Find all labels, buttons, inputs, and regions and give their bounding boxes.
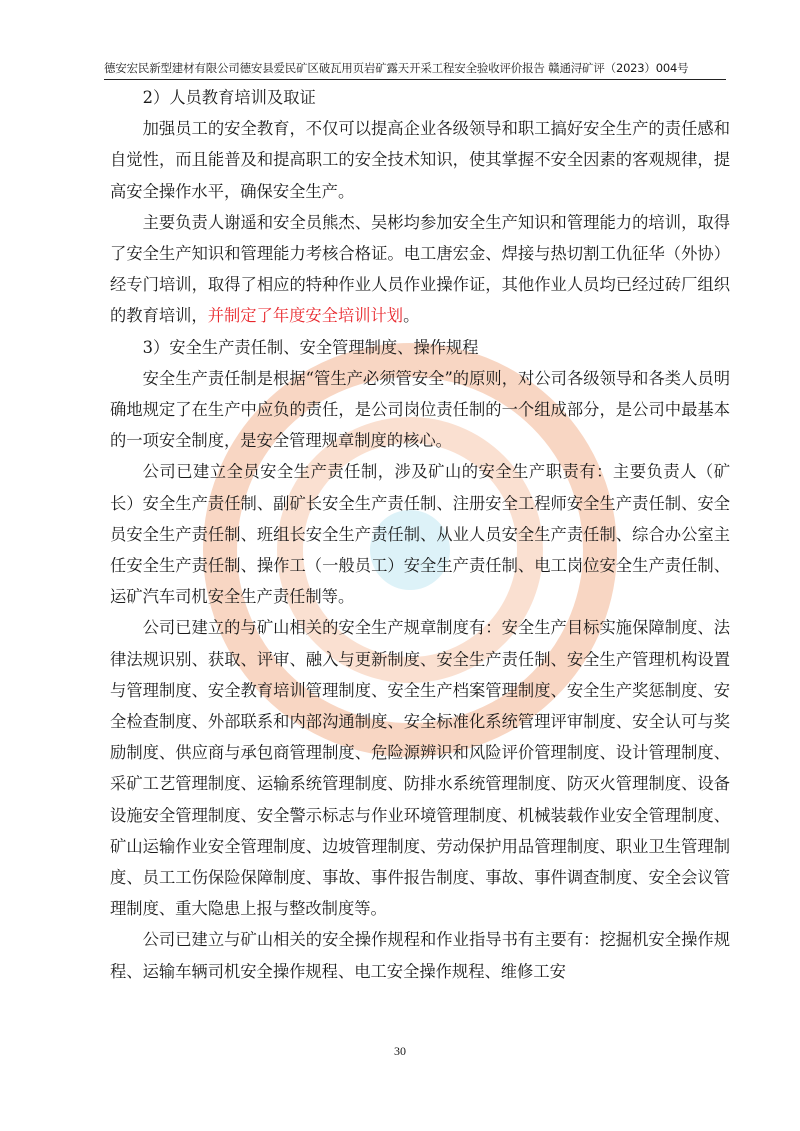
header-rule [104,79,726,80]
paragraph-responsibility-list: 公司已建立全员安全生产责任制，涉及矿山的安全生产职责有：主要负责人（矿长）安全生产责任制、副矿长安全生产责任制、注册安全工程师安全生产责任制、安全员安全生产责任制、班组长安全生产责任制、从业人员安全生产责任制、综合办公室主任安全生产责任制、操作工（一般员工）安全生产责任制、电工岗位安全生产责任制、运矿汽车司机安全生产责任制等。 [110,462,730,607]
section-heading-responsibility: 3）安全生产责任制、安全管理制度、操作规程 [142,337,479,357]
paragraph-training-intro: 加强员工的安全教育，不仅可以提高企业各级领导和职工搞好安全生产的责任感和自觉性，而且能普及和提高职工的安全技术知识，使其掌握不安全因素的客观规律，提高安全操作水平，确保安全生产。 [110,119,730,201]
highlighted-training-plan: 并制定了年度安全培训计划 [207,306,404,326]
page-header: 德安宏民新型建材有限公司德安县爱民矿区破瓦用页岩矿露天开采工程安全验收评价报告 赣通浔矿评（2023）004号 [104,61,689,75]
certificates-text: 主要负责人谢遥和安全员熊杰、吴彬均参加安全生产知识和管理能力的培训，取得了安全生产知识和管理能力考核合格证。电工唐宏金、焊接与热切割工仇征华（外协）经专门培训，取得了相应的特种作业人员作业操作证，其他作业人员均已经过砖厂组织的教育培训， [110,212,730,326]
document-body [110,82,730,987]
section-heading-training: 2）人员教育培训及取证 [142,88,316,107]
page-number: 30 [394,1044,406,1058]
certificates-end: 。 [403,306,420,326]
paragraph-training-certificates [110,207,730,332]
paragraph-responsibility-definition: 安全生产责任制是根据“管生产必须管安全”的原则，对公司各级领导和各类人员明确地规定了在生产中应负的责任，是公司岗位责任制的一个组成部分，是公司中最基本的一项安全制度，是安全管理规章制度的核心。 [110,368,730,451]
paragraph-regulations-list: 公司已建立的与矿山相关的安全生产规章制度有：安全生产目标实施保障制度、法律法规识别、获取、评审、融入与更新制度、安全生产责任制、安全生产管理机构设置与管理制度、安全教育培训管理制度、安全生产档案管理制度、安全生产奖惩制度、安全检查制度、外部联系和内部沟通制度、安全标准化系统管理评审制度、安全认可与奖励制度、供应商与承包商管理制度、危险源辨识和风险评价管理制度、设计管理制度、采矿工艺管理制度、运输系统管理制度、防排水系统管理制度、防灭火管理制度、设备设施安全管理制度、安全警示标志与作业环境管理制度、机械装载作业安全管理制度、矿山运输作业安全管理制度、边坡管理制度、劳动保护用品管理制度、职业卫生管理制度、员工工伤保险保障制度、事故、事件报告制度、事故、事件调查制度、安全会议管理制度、重大隐患上报与整改制度等。 [110,618,730,919]
paragraph-operating-procedures: 公司已建立与矿山相关的安全操作规程和作业指导书有主要有：挖掘机安全操作规程、运输车辆司机安全操作规程、电工安全操作规程、维修工安 [110,930,730,981]
